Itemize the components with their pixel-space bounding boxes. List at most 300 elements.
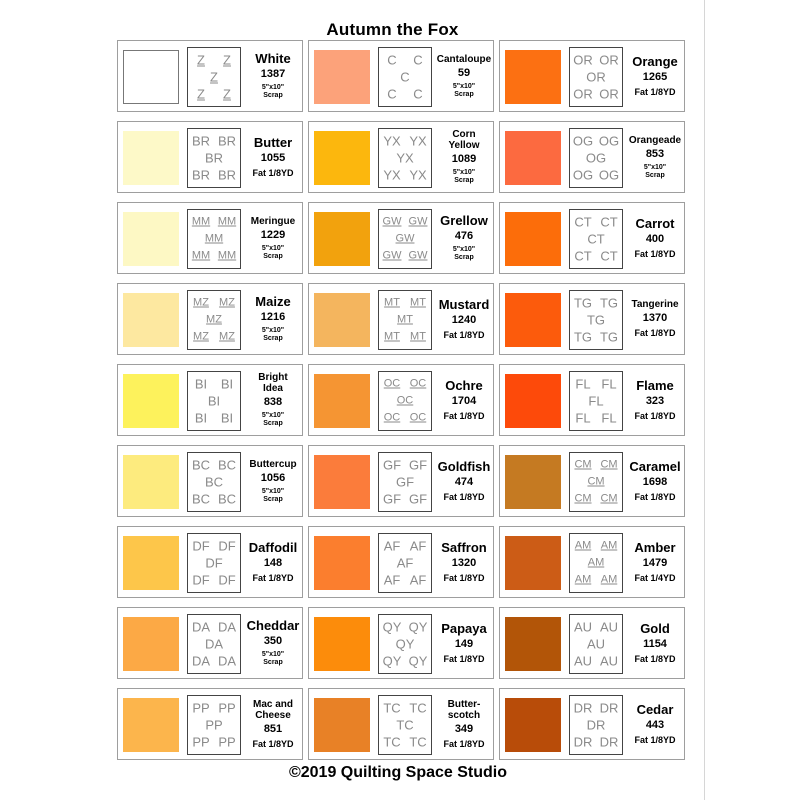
fabric-card <box>308 40 494 112</box>
fabric-code: DR <box>599 734 619 750</box>
fabric-code: DA <box>191 619 211 635</box>
fabric-card <box>308 688 494 760</box>
fabric-code: Z <box>197 52 205 68</box>
fabric-code: GW <box>395 232 415 245</box>
fabric-number: 443 <box>645 718 665 731</box>
fabric-code: DA <box>204 636 224 652</box>
fabric-code: TG <box>573 295 593 311</box>
cut-size: Scrap <box>263 420 283 427</box>
fabric-code: OR <box>599 52 619 68</box>
fabric-name: Saffron <box>441 539 487 555</box>
fabric-code: TG <box>599 295 619 311</box>
fabric-info <box>435 446 493 516</box>
fabric-code: YX <box>409 133 427 149</box>
cut-size: 5"x10" <box>261 651 285 658</box>
fabric-card <box>499 283 685 355</box>
fabric-code: DA <box>191 653 211 669</box>
fabric-code: BI <box>207 393 221 409</box>
fabric-card <box>308 607 494 679</box>
fabric-number: 1320 <box>451 556 477 569</box>
cut-size: Fat 1/4YD <box>634 572 676 583</box>
color-swatch <box>123 536 179 590</box>
code-label-box <box>378 533 432 593</box>
fabric-name: Buttercup <box>249 458 297 470</box>
fabric-info <box>626 527 684 597</box>
fabric-code: OG <box>585 150 607 166</box>
fabric-number: 1387 <box>260 68 286 80</box>
fabric-info <box>626 608 684 678</box>
fabric-code: BR <box>191 133 211 149</box>
fabric-code: AF <box>409 572 427 588</box>
fabric-code: CM <box>600 492 618 505</box>
fabric-name: Caramel <box>629 458 681 474</box>
fabric-number: 1240 <box>451 313 477 326</box>
cut-size: Fat 1/8YD <box>443 329 485 340</box>
fabric-info <box>435 608 493 678</box>
fabric-number: 851 <box>263 722 283 735</box>
fabric-card <box>308 445 494 517</box>
color-swatch <box>123 698 179 752</box>
fabric-card <box>499 40 685 112</box>
code-label-box <box>378 452 432 512</box>
code-label-box <box>187 128 241 188</box>
fabric-info <box>626 122 684 192</box>
fabric-code: CT <box>574 248 592 264</box>
color-swatch <box>314 455 370 509</box>
fabric-code: MT <box>410 296 426 309</box>
fabric-code: MT <box>410 330 426 343</box>
cut-size: 5"x10" <box>261 84 285 91</box>
fabric-code: OR <box>573 52 593 68</box>
code-label-box <box>187 47 241 107</box>
fabric-card <box>117 202 303 274</box>
fabric-code: Z <box>223 86 231 102</box>
fabric-code: OG <box>572 167 594 183</box>
fabric-card <box>308 283 494 355</box>
fabric-code: AF <box>383 572 401 588</box>
fabric-card <box>499 202 685 274</box>
color-swatch <box>314 293 370 347</box>
fabric-code: FL <box>588 393 604 409</box>
fabric-info <box>435 122 493 192</box>
fabric-info <box>244 446 302 516</box>
fabric-code: CM <box>600 458 618 471</box>
fabric-code: AU <box>599 619 619 635</box>
fabric-code: YX <box>396 150 414 166</box>
fabric-code: MM <box>191 215 211 228</box>
fabric-card <box>117 364 303 436</box>
cut-size: Scrap <box>263 495 283 503</box>
fabric-card <box>117 40 303 112</box>
fabric-name: Daffodil <box>248 539 298 555</box>
fabric-code: DR <box>599 700 619 716</box>
fabric-code: CT <box>574 214 592 230</box>
fabric-code: C <box>387 52 397 68</box>
fabric-code: YX <box>409 167 427 183</box>
fabric-card <box>499 607 685 679</box>
fabric-card <box>499 121 685 193</box>
fabric-name: Cheddar <box>246 618 300 633</box>
fabric-name: White <box>255 51 291 66</box>
fabric-code: AM <box>587 556 605 569</box>
color-swatch <box>123 617 179 671</box>
fabric-code: C <box>400 69 410 85</box>
fabric-code: QY <box>395 636 415 652</box>
code-label-box <box>187 371 241 431</box>
color-swatch <box>505 50 561 104</box>
color-swatch <box>123 50 179 104</box>
fabric-number: 349 <box>454 722 474 735</box>
fabric-code: DR <box>586 717 606 733</box>
fabric-code: BR <box>217 167 237 183</box>
fabric-code: TC <box>396 717 414 733</box>
fabric-name: Carrot <box>635 215 675 231</box>
cut-size: Fat 1/8YD <box>443 491 485 502</box>
color-swatch <box>505 698 561 752</box>
fabric-code: CT <box>587 231 605 247</box>
fabric-info <box>435 527 493 597</box>
fabric-code: MM <box>217 215 237 228</box>
fabric-code: OC <box>409 411 427 424</box>
fabric-code: OC <box>396 394 414 407</box>
fabric-code: DR <box>573 700 593 716</box>
fabric-name: Goldfish <box>437 458 491 474</box>
cut-size: 5"x10" <box>261 244 285 252</box>
fabric-number: 1698 <box>642 475 668 488</box>
fabric-code: GW <box>408 215 428 228</box>
code-label-box <box>187 695 241 755</box>
fabric-code: GF <box>408 457 428 473</box>
fabric-code: MZ <box>193 330 209 343</box>
fabric-code: AF <box>396 555 414 571</box>
cut-size: Scrap <box>263 659 283 666</box>
code-label-box <box>187 209 241 269</box>
fabric-code: OR <box>573 86 593 102</box>
fabric-code: FL <box>575 376 591 392</box>
fabric-info <box>244 689 302 759</box>
fabric-code: AF <box>409 538 427 554</box>
fabric-code: GF <box>382 457 402 473</box>
fabric-info <box>626 203 684 273</box>
fabric-name: Orangeade <box>628 134 682 146</box>
code-label-box <box>187 533 241 593</box>
fabric-info <box>244 203 302 273</box>
fabric-number: 59 <box>457 66 471 79</box>
fabric-code: QY <box>408 619 428 635</box>
fabric-code: GF <box>408 491 428 507</box>
color-swatch <box>314 617 370 671</box>
fabric-code: CM <box>587 475 605 488</box>
fabric-code: BI <box>194 376 208 392</box>
fabric-info <box>244 284 302 354</box>
cut-size: Fat 1/8YD <box>634 86 676 97</box>
fabric-code: C <box>387 86 397 102</box>
fabric-info <box>435 284 493 354</box>
code-label-box <box>378 47 432 107</box>
fabric-code: MZ <box>219 296 235 309</box>
cut-size: 5"x10" <box>261 327 285 334</box>
fabric-code: AM <box>574 539 592 552</box>
fabric-number: 1229 <box>260 228 286 241</box>
fabric-code: BC <box>191 491 211 507</box>
fabric-code: QY <box>382 653 402 669</box>
cut-size: 5"x10" <box>261 412 285 419</box>
code-label-box <box>378 695 432 755</box>
fabric-name: Orange <box>632 53 678 69</box>
cut-size: Scrap <box>263 92 283 99</box>
code-label-box <box>569 614 623 674</box>
color-swatch <box>123 131 179 185</box>
fabric-card <box>308 202 494 274</box>
fabric-code: AM <box>600 539 618 552</box>
fabric-code: OR <box>586 69 606 85</box>
fabric-number: 1154 <box>643 637 667 650</box>
fabric-info <box>244 527 302 597</box>
fabric-code: PP <box>218 700 236 716</box>
fabric-code: DA <box>217 653 237 669</box>
color-swatch <box>505 536 561 590</box>
fabric-info <box>626 689 684 759</box>
color-swatch <box>314 131 370 185</box>
fabric-code: DR <box>573 734 593 750</box>
fabric-number: 1216 <box>260 311 286 323</box>
fabric-code: GW <box>382 249 402 262</box>
fabric-code: TC <box>383 700 401 716</box>
fabric-info <box>244 608 302 678</box>
cut-size: 5"x10" <box>643 163 667 171</box>
fabric-name: Tangerine <box>631 299 679 310</box>
fabric-number: 853 <box>645 147 665 160</box>
fabric-code: DF <box>205 555 223 571</box>
fabric-code: CM <box>574 458 592 471</box>
fabric-number: 1265 <box>642 70 668 83</box>
cut-size: Scrap <box>454 90 474 98</box>
cut-size: Scrap <box>263 252 283 260</box>
fabric-info <box>626 365 684 435</box>
fabric-name: Cantaloupe <box>436 53 492 65</box>
fabric-name: Amber <box>634 539 676 555</box>
fabric-code: GF <box>382 491 402 507</box>
fabric-code: BR <box>191 167 211 183</box>
fabric-code: TC <box>409 734 427 750</box>
fabric-code: Z <box>223 52 231 68</box>
code-label-box <box>378 290 432 350</box>
fabric-code: BC <box>217 491 237 507</box>
color-swatch <box>314 212 370 266</box>
fabric-number: 149 <box>454 637 474 650</box>
copyright-footer: ©2019 Quilting Space Studio <box>288 764 508 781</box>
code-label-box <box>569 533 623 593</box>
fabric-code: C <box>413 52 423 68</box>
fabric-code: YX <box>383 133 401 149</box>
fabric-number: 838 <box>263 396 283 408</box>
fabric-card <box>117 526 303 598</box>
fabric-code: CT <box>600 248 618 264</box>
fabric-code: BR <box>217 133 237 149</box>
fabric-card <box>499 688 685 760</box>
cut-size: 5"x10" <box>452 82 476 90</box>
fabric-card <box>499 526 685 598</box>
code-label-box <box>187 290 241 350</box>
fabric-info <box>626 284 684 354</box>
cut-size: Fat 1/8YD <box>252 572 294 583</box>
fabric-card <box>308 364 494 436</box>
code-label-box <box>187 614 241 674</box>
fabric-code: OC <box>383 377 401 390</box>
color-swatch <box>314 50 370 104</box>
fabric-card <box>499 364 685 436</box>
fabric-info <box>626 446 684 516</box>
fabric-info <box>244 122 302 192</box>
cut-size: Scrap <box>454 254 474 261</box>
code-label-box <box>378 614 432 674</box>
fabric-card <box>308 526 494 598</box>
fabric-code: AU <box>573 619 593 635</box>
fabric-code: MM <box>204 232 224 245</box>
cut-size: Scrap <box>645 171 665 179</box>
fabric-card <box>117 121 303 193</box>
cut-size: Fat 1/8YD <box>634 653 676 664</box>
fabric-code: MM <box>191 249 211 262</box>
fabric-code: BI <box>220 376 234 392</box>
color-swatch <box>123 293 179 347</box>
fabric-code: AU <box>573 653 593 669</box>
page-title: Autumn the Fox <box>326 20 459 39</box>
fabric-code: DF <box>192 572 210 588</box>
fabric-code: BI <box>220 410 234 426</box>
cut-size: Scrap <box>263 335 283 342</box>
fabric-info <box>435 41 493 111</box>
cut-size: Fat 1/8YD <box>443 738 485 749</box>
color-swatch <box>123 374 179 428</box>
cut-size: Fat 1/8YD <box>634 734 676 745</box>
fabric-name: Butter- scotch <box>447 698 481 721</box>
cut-size: Fat 1/8YD <box>443 572 485 583</box>
cut-size: Fat 1/8YD <box>443 653 485 664</box>
fabric-card <box>499 445 685 517</box>
fabric-code: DF <box>218 538 236 554</box>
fabric-code: OC <box>409 377 427 390</box>
fabric-number: 1055 <box>260 151 286 164</box>
fabric-code: Z <box>210 69 218 85</box>
fabric-code: FL <box>601 410 617 426</box>
fabric-code: MT <box>384 296 400 309</box>
fabric-info <box>435 203 493 273</box>
cut-size: Fat 1/8YD <box>634 491 676 502</box>
fabric-code: OG <box>598 167 620 183</box>
code-label-box <box>378 128 432 188</box>
fabric-info <box>435 689 493 759</box>
fabric-number: 1370 <box>642 312 668 324</box>
fabric-code: DF <box>192 538 210 554</box>
fabric-info <box>626 41 684 111</box>
fabric-code: BC <box>204 474 224 490</box>
fabric-code: C <box>413 86 423 102</box>
fabric-info <box>244 365 302 435</box>
fabric-card <box>117 607 303 679</box>
fabric-code: TC <box>409 700 427 716</box>
cut-size: Fat 1/8YD <box>443 410 485 421</box>
fabric-code: TG <box>573 329 593 345</box>
fabric-code: AM <box>574 573 592 586</box>
code-label-box <box>569 209 623 269</box>
fabric-code: MZ <box>219 330 235 343</box>
fabric-code: QY <box>382 619 402 635</box>
code-label-box <box>569 290 623 350</box>
cut-size: Fat 1/8YD <box>634 328 676 338</box>
fabric-code: MZ <box>206 313 222 326</box>
fabric-code: OG <box>598 133 620 149</box>
fabric-code: GW <box>408 249 428 262</box>
color-swatch <box>314 374 370 428</box>
cut-size: Fat 1/8YD <box>252 738 294 749</box>
fabric-code: QY <box>408 653 428 669</box>
fabric-name: Maize <box>255 294 291 309</box>
fabric-name: Ochre <box>445 377 483 393</box>
cut-size: 5"x10" <box>261 487 285 495</box>
fabric-code: DA <box>217 619 237 635</box>
fabric-name: Mustard <box>438 296 490 312</box>
color-swatch <box>505 617 561 671</box>
fabric-card <box>117 283 303 355</box>
color-swatch <box>314 536 370 590</box>
fabric-code: Z <box>197 86 205 102</box>
fabric-number: 1479 <box>642 556 668 569</box>
fabric-code: MT <box>384 330 400 343</box>
fabric-number: 148 <box>263 556 283 569</box>
fabric-code: YX <box>383 167 401 183</box>
fabric-code: PP <box>205 717 223 733</box>
fabric-name: Mac and Cheese <box>252 698 293 721</box>
fabric-number: 350 <box>263 635 283 647</box>
fabric-code: OC <box>383 411 401 424</box>
color-swatch <box>505 212 561 266</box>
fabric-number: 476 <box>454 230 474 242</box>
cut-size: 5"x10" <box>452 246 476 253</box>
fabric-code: OR <box>599 86 619 102</box>
fabric-name: Gold <box>640 620 670 636</box>
fabric-code: AU <box>586 636 606 652</box>
cut-size: Scrap <box>454 177 474 184</box>
fabric-number: 323 <box>645 394 665 407</box>
fabric-name: Bright Idea <box>258 372 288 394</box>
cut-size: Fat 1/8YD <box>634 248 676 259</box>
fabric-code: DF <box>218 572 236 588</box>
fabric-card <box>117 688 303 760</box>
fabric-name: Papaya <box>441 620 487 636</box>
fabric-name: Cedar <box>636 701 674 717</box>
color-swatch <box>505 293 561 347</box>
fabric-code: TG <box>586 312 606 328</box>
cut-size: Fat 1/8YD <box>252 167 294 178</box>
code-label-box <box>378 209 432 269</box>
code-label-box <box>378 371 432 431</box>
fabric-code: BR <box>204 150 224 166</box>
fabric-code: TG <box>599 329 619 345</box>
fabric-name: Corn Yellow <box>448 129 480 151</box>
fabric-code: GW <box>382 215 402 228</box>
fabric-code: AF <box>383 538 401 554</box>
code-label-box <box>569 47 623 107</box>
page-edge <box>704 0 705 800</box>
fabric-code: MZ <box>193 296 209 309</box>
fabric-code: FL <box>575 410 591 426</box>
fabric-info <box>244 41 302 111</box>
code-label-box <box>569 128 623 188</box>
fabric-code: CT <box>600 214 618 230</box>
fabric-number: 400 <box>645 232 665 245</box>
fabric-card <box>308 121 494 193</box>
